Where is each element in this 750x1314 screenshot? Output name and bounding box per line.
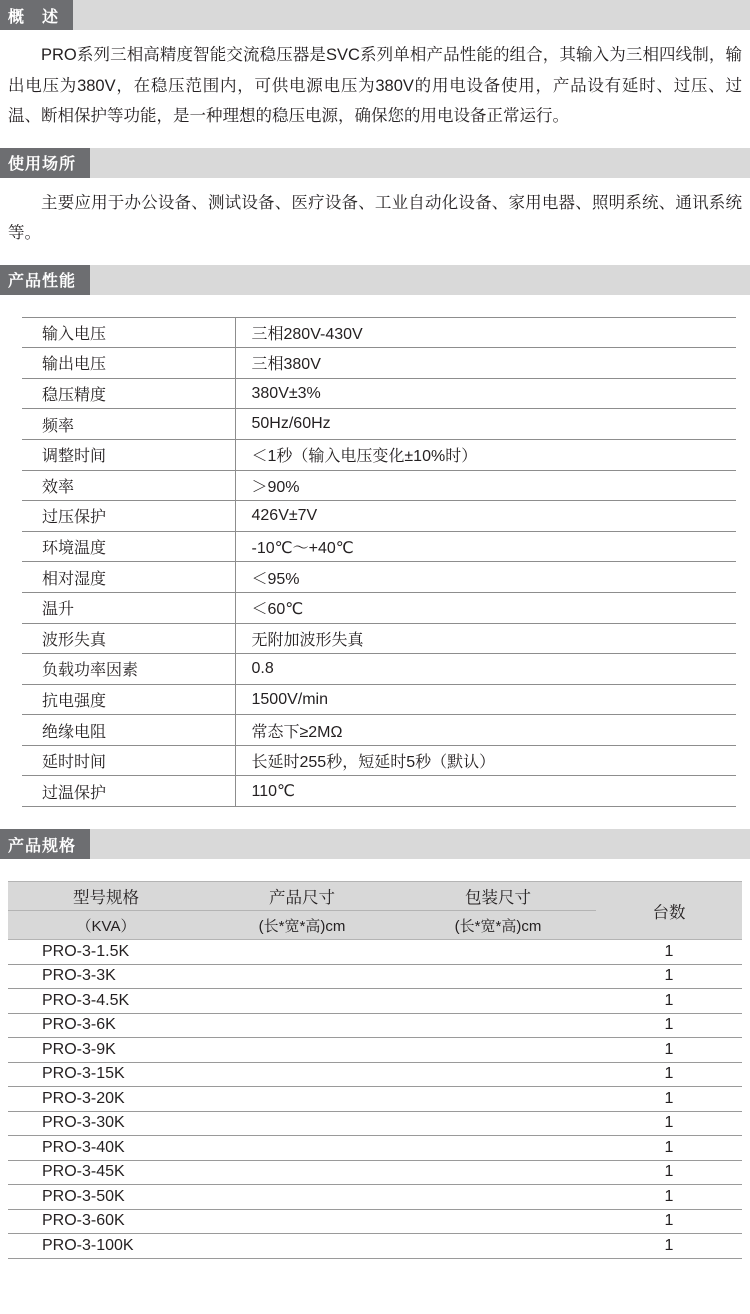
spec-model: PRO-3-60K xyxy=(8,1209,204,1234)
spec-product-size xyxy=(204,1234,400,1259)
header-product-size: 产品尺寸 xyxy=(204,882,400,911)
spec-package-size xyxy=(400,940,596,965)
spacer xyxy=(0,136,750,148)
header-package-size: 包装尺寸 xyxy=(400,882,596,911)
table-row xyxy=(8,1038,742,1063)
spec-package-size xyxy=(400,1234,596,1259)
spec-product-size xyxy=(204,964,400,989)
spacer xyxy=(0,253,750,265)
perf-label: 输入电压 xyxy=(22,317,235,348)
perf-value: 380V±3% xyxy=(235,378,736,409)
spec-qty: 1 xyxy=(596,1209,742,1234)
table-row xyxy=(22,501,736,532)
spec-package-size xyxy=(400,1209,596,1234)
table-row xyxy=(8,1111,742,1136)
spec-qty: 1 xyxy=(596,1234,742,1259)
spec-package-size xyxy=(400,1160,596,1185)
perf-value: -10℃～+40℃ xyxy=(235,531,736,562)
perf-label: 稳压精度 xyxy=(22,378,235,409)
spec-product-size xyxy=(204,1013,400,1038)
table-row xyxy=(22,531,736,562)
perf-label: 环境温度 xyxy=(22,531,235,562)
table-row xyxy=(22,348,736,379)
perf-value: ＜1秒（输入电压变化±10%时） xyxy=(235,439,736,470)
section-title-overview: 概 述 xyxy=(0,0,73,30)
spec-model: PRO-3-4.5K xyxy=(8,989,204,1014)
spec-qty: 1 xyxy=(596,1160,742,1185)
perf-label: 频率 xyxy=(22,409,235,440)
spec-package-size xyxy=(400,1087,596,1112)
section-header-bar xyxy=(73,0,750,30)
spec-package-size xyxy=(400,1038,596,1063)
perf-label: 抗电强度 xyxy=(22,684,235,715)
table-row xyxy=(22,439,736,470)
perf-label: 相对湿度 xyxy=(22,562,235,593)
spec-package-size xyxy=(400,1062,596,1087)
performance-table-wrapper xyxy=(0,295,750,808)
header-model: 型号规格 xyxy=(8,882,204,911)
section-title-performance: 产品性能 xyxy=(0,265,90,295)
spec-model: PRO-3-100K xyxy=(8,1234,204,1259)
table-row xyxy=(22,592,736,623)
table-row xyxy=(22,654,736,685)
perf-label: 调整时间 xyxy=(22,439,235,470)
performance-table xyxy=(22,317,736,808)
perf-value: 50Hz/60Hz xyxy=(235,409,736,440)
section-header-bar xyxy=(90,148,750,178)
table-row xyxy=(8,1013,742,1038)
spec-package-size xyxy=(400,989,596,1014)
table-row xyxy=(22,623,736,654)
table-row xyxy=(22,684,736,715)
spec-product-size xyxy=(204,940,400,965)
section-title-usage: 使用场所 xyxy=(0,148,90,178)
spec-model: PRO-3-40K xyxy=(8,1136,204,1161)
usage-paragraph: 主要应用于办公设备、测试设备、医疗设备、工业自动化设备、家用电器、照明系统、通讯系统等。 xyxy=(8,193,742,243)
header-qty: 台数 xyxy=(596,882,742,940)
spec-model: PRO-3-9K xyxy=(8,1038,204,1063)
perf-value: ＜95% xyxy=(235,562,736,593)
perf-value: ＜60℃ xyxy=(235,592,736,623)
spec-product-size xyxy=(204,1111,400,1136)
spec-model: PRO-3-45K xyxy=(8,1160,204,1185)
spec-package-size xyxy=(400,1111,596,1136)
perf-value: 三相280V-430V xyxy=(235,317,736,348)
table-row xyxy=(22,776,736,807)
spec-qty: 1 xyxy=(596,1013,742,1038)
spec-package-size xyxy=(400,964,596,989)
section-title-specification: 产品规格 xyxy=(0,829,90,859)
table-row xyxy=(8,1087,742,1112)
perf-value: 常态下≥2MΩ xyxy=(235,715,736,746)
table-row xyxy=(8,1209,742,1234)
spec-package-size xyxy=(400,1013,596,1038)
perf-label: 波形失真 xyxy=(22,623,235,654)
perf-value: 0.8 xyxy=(235,654,736,685)
spec-qty: 1 xyxy=(596,1111,742,1136)
spec-product-size xyxy=(204,1038,400,1063)
perf-label: 过压保护 xyxy=(22,501,235,532)
spec-model: PRO-3-3K xyxy=(8,964,204,989)
spec-product-size xyxy=(204,1087,400,1112)
perf-label: 绝缘电阻 xyxy=(22,715,235,746)
table-row xyxy=(8,1062,742,1087)
table-row xyxy=(8,1136,742,1161)
table-row xyxy=(8,1160,742,1185)
table-row xyxy=(8,989,742,1014)
table-row xyxy=(22,378,736,409)
specification-table xyxy=(8,881,742,1259)
table-row xyxy=(8,964,742,989)
spec-qty: 1 xyxy=(596,1087,742,1112)
spec-product-size xyxy=(204,1062,400,1087)
spec-model: PRO-3-50K xyxy=(8,1185,204,1210)
table-row xyxy=(8,1185,742,1210)
header-product-size-sub: (长*宽*高)cm xyxy=(204,911,400,940)
spec-product-size xyxy=(204,989,400,1014)
perf-label: 负载功率因素 xyxy=(22,654,235,685)
perf-label: 延时时间 xyxy=(22,745,235,776)
table-row xyxy=(22,562,736,593)
perf-value: 三相380V xyxy=(235,348,736,379)
spec-product-size xyxy=(204,1160,400,1185)
section-header-bar xyxy=(90,265,750,295)
section-header-usage xyxy=(0,148,750,178)
spec-qty: 1 xyxy=(596,1136,742,1161)
table-header-row xyxy=(8,882,742,911)
perf-value: ＞90% xyxy=(235,470,736,501)
perf-value: 长延时255秒，短延时5秒（默认） xyxy=(235,745,736,776)
perf-label: 效率 xyxy=(22,470,235,501)
spec-qty: 1 xyxy=(596,1038,742,1063)
spec-qty: 1 xyxy=(596,964,742,989)
table-row xyxy=(8,940,742,965)
perf-label: 温升 xyxy=(22,592,235,623)
perf-value: 426V±7V xyxy=(235,501,736,532)
header-model-sub: （KVA） xyxy=(8,911,204,940)
spec-product-size xyxy=(204,1209,400,1234)
spec-model: PRO-3-6K xyxy=(8,1013,204,1038)
perf-label: 过温保护 xyxy=(22,776,235,807)
perf-value: 1500V/min xyxy=(235,684,736,715)
header-package-size-sub: (长*宽*高)cm xyxy=(400,911,596,940)
spec-qty: 1 xyxy=(596,940,742,965)
spec-model: PRO-3-30K xyxy=(8,1111,204,1136)
section-header-overview xyxy=(0,0,750,30)
spec-model: PRO-3-15K xyxy=(8,1062,204,1087)
spec-product-size xyxy=(204,1185,400,1210)
spec-qty: 1 xyxy=(596,1062,742,1087)
spec-product-size xyxy=(204,1136,400,1161)
table-row xyxy=(22,470,736,501)
perf-label: 输出电压 xyxy=(22,348,235,379)
perf-value: 110℃ xyxy=(235,776,736,807)
table-row xyxy=(22,317,736,348)
section-header-specification xyxy=(0,829,750,859)
section-header-bar xyxy=(90,829,750,859)
table-row xyxy=(22,745,736,776)
section-header-performance xyxy=(0,265,750,295)
table-row xyxy=(8,1234,742,1259)
table-row xyxy=(22,715,736,746)
spec-package-size xyxy=(400,1136,596,1161)
spec-qty: 1 xyxy=(596,1185,742,1210)
spec-package-size xyxy=(400,1185,596,1210)
spec-qty: 1 xyxy=(596,989,742,1014)
overview-paragraph: PRO系列三相高精度智能交流稳压器是SVC系列单相产品性能的组合，其输入为三相四线制，输出电压为380V，在稳压范围内，可供电源电压为380V的用电设备使用，产品设有延时、过压、过温、断相保护等功能，是一种理想的稳压电源，确保您的用电设备正常运行。 xyxy=(8,46,742,126)
table-row xyxy=(22,409,736,440)
specification-table-wrapper xyxy=(0,859,750,1259)
spec-model: PRO-3-20K xyxy=(8,1087,204,1112)
spacer xyxy=(0,807,750,829)
spec-model: PRO-3-1.5K xyxy=(8,940,204,965)
perf-value: 无附加波形失真 xyxy=(235,623,736,654)
